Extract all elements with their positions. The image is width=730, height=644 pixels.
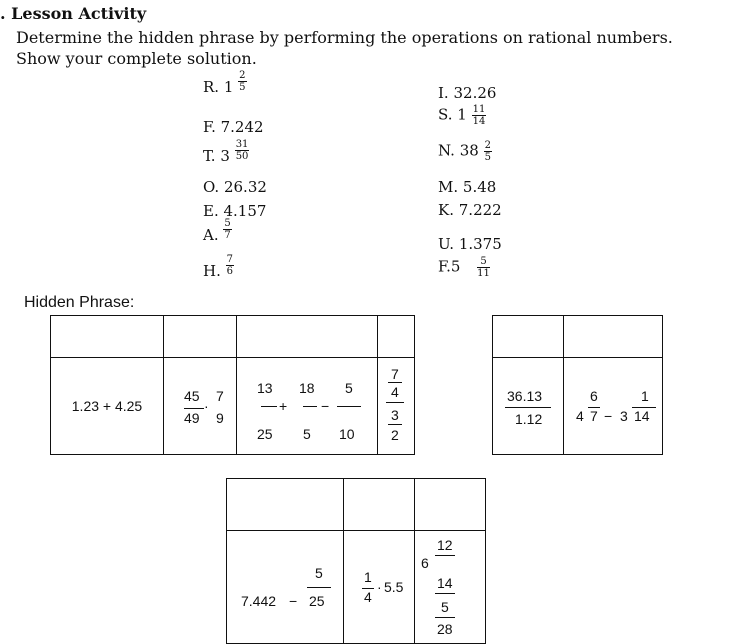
frac-num: 13 (257, 380, 273, 396)
frac-den: 1.12 (515, 411, 543, 427)
frac-num: 5 (315, 565, 323, 581)
frac-num: 5 (441, 599, 449, 615)
option-letter: T. (203, 147, 216, 165)
frac-num: 11 (472, 104, 486, 115)
instruction-line-2: Show your complete solution. (16, 49, 257, 68)
frac-num: 18 (299, 380, 315, 396)
problem-cell-3 (237, 358, 378, 455)
mixed-whole: 4 (576, 408, 584, 424)
frac-den: 14 (634, 408, 650, 424)
main-frac-bar (386, 402, 404, 403)
answer-box-5[interactable] (493, 316, 564, 358)
frac-den: 25 (309, 593, 325, 609)
operator: · (204, 398, 209, 414)
option-i (438, 84, 496, 102)
answer-grid-1 (50, 315, 415, 455)
option-letter: F. (203, 118, 216, 136)
option-letter: A. (203, 226, 219, 244)
frac-num: 5 (477, 256, 490, 268)
frac-den: 5 (303, 426, 311, 442)
problem-cell-2 (164, 358, 237, 455)
option-whole: 38 (459, 141, 479, 160)
option-m (438, 178, 496, 196)
option-letter: K. (438, 201, 454, 219)
option-value: 5.48 (462, 178, 497, 196)
frac-bar (435, 617, 455, 618)
option-value: 26.32 (223, 178, 267, 196)
option-whole: 1 (457, 105, 467, 124)
problem-cell-7 (227, 531, 344, 644)
problem-expression: 1.23 + 4.25 (71, 398, 143, 414)
frac-bar (337, 406, 361, 407)
option-letter: R. (203, 78, 220, 96)
option-letter: E. (203, 202, 219, 220)
frac-bar (261, 406, 277, 407)
frac-num: 3 (391, 407, 399, 423)
frac-bar (435, 555, 455, 556)
frac-den: 9 (216, 410, 224, 426)
mixed-whole: 3 (620, 408, 628, 424)
option-letter: F.5 (438, 257, 461, 276)
answer-grid-2 (492, 315, 663, 455)
problem-cell-1 (51, 358, 164, 455)
option-f (203, 118, 264, 136)
option-letter: H. (203, 262, 221, 280)
activity-title: . Lesson Activity (0, 4, 147, 23)
option-o (203, 178, 267, 196)
frac-den: 2 (391, 427, 399, 443)
option-letter: I. (438, 84, 449, 102)
frac-bar (505, 407, 551, 408)
option-u (438, 235, 502, 253)
hidden-phrase-label: Hidden Phrase: (24, 294, 135, 311)
frac-den: 25 (257, 426, 273, 442)
frac-num: 5 (224, 217, 231, 229)
frac-den: 28 (437, 621, 453, 637)
option-value: 7.222 (458, 201, 502, 219)
frac-num: 2 (484, 140, 491, 151)
option-a (203, 217, 232, 244)
option-letter: U. (438, 235, 455, 253)
frac-den: 11 (477, 268, 490, 279)
answer-grid-3 (226, 478, 486, 644)
option-letter: S. (438, 105, 453, 124)
frac-bar (184, 408, 204, 409)
option-k (438, 201, 502, 219)
frac-num: 1 (641, 388, 649, 404)
option-whole: 1 (223, 78, 234, 96)
frac-num: 36.13 (507, 388, 543, 404)
frac-den: 49 (184, 410, 200, 426)
frac-bar (303, 406, 317, 407)
frac-num: 7 (226, 253, 234, 265)
option-whole: 3 (220, 147, 230, 165)
option-f5 (438, 256, 490, 279)
answer-box-3[interactable] (237, 316, 378, 358)
option-t (203, 138, 249, 165)
frac-bar (388, 424, 402, 425)
frac-den: 14 (437, 575, 453, 591)
frac-num: 7 (391, 366, 399, 382)
option-value: 32.26 (453, 84, 497, 102)
frac-num: 7 (216, 388, 224, 404)
frac-den: 14 (472, 116, 486, 127)
frac-den: 4 (391, 384, 399, 400)
problem-cell-4 (378, 358, 415, 455)
operator: − (321, 398, 330, 414)
problem-cell-5 (493, 358, 564, 455)
option-n (438, 140, 492, 163)
option-value: 1.375 (458, 235, 502, 253)
frac-den: 7 (590, 408, 598, 424)
answer-box-6[interactable] (564, 316, 663, 358)
frac-num: 45 (184, 388, 200, 404)
frac-bar (307, 587, 331, 588)
answer-box-8[interactable] (344, 479, 415, 531)
frac-num: 2 (239, 69, 246, 81)
frac-num: 31 (235, 138, 249, 150)
option-letter: O. (203, 178, 220, 196)
frac-den: 5 (484, 152, 491, 163)
operator: − (289, 593, 298, 609)
main-frac-bar (435, 593, 455, 594)
mixed-whole: 7.442 (241, 593, 277, 609)
problem-cell-9 (415, 531, 486, 644)
frac-den: 4 (364, 589, 372, 605)
option-value: 4.157 (223, 202, 267, 220)
option-letter: N. (438, 141, 455, 160)
operator: − (604, 408, 613, 424)
frac-bar (388, 382, 402, 383)
problem-cell-8 (344, 531, 415, 644)
answer-box-2[interactable] (164, 316, 237, 358)
frac-den: 6 (226, 265, 234, 277)
option-value: 7.242 (220, 118, 264, 136)
answer-box-1[interactable] (51, 316, 164, 358)
option-r (203, 69, 247, 96)
frac-den: 7 (224, 229, 231, 241)
frac-den: 5 (239, 81, 246, 93)
option-h (203, 253, 234, 280)
frac-num: 6 (590, 388, 598, 404)
frac-den: 10 (339, 426, 355, 442)
answer-box-4[interactable] (378, 316, 415, 358)
option-s (438, 104, 486, 127)
mixed-whole: 6 (421, 555, 429, 571)
frac-num: 1 (364, 569, 372, 585)
operator: · (377, 579, 382, 595)
frac-num: 5 (345, 380, 353, 396)
option-e (203, 202, 266, 220)
frac-num: 12 (437, 537, 453, 553)
frac-den: 50 (235, 150, 249, 162)
answer-box-9[interactable] (415, 479, 486, 531)
decimal-value: 5.5 (384, 579, 404, 595)
operator: + (279, 398, 288, 414)
option-letter: M. (438, 178, 459, 196)
instruction-line-1: Determine the hidden phrase by performing the operations on rational numbers. (16, 28, 673, 47)
problem-cell-6 (564, 358, 663, 455)
answer-box-7[interactable] (227, 479, 344, 531)
